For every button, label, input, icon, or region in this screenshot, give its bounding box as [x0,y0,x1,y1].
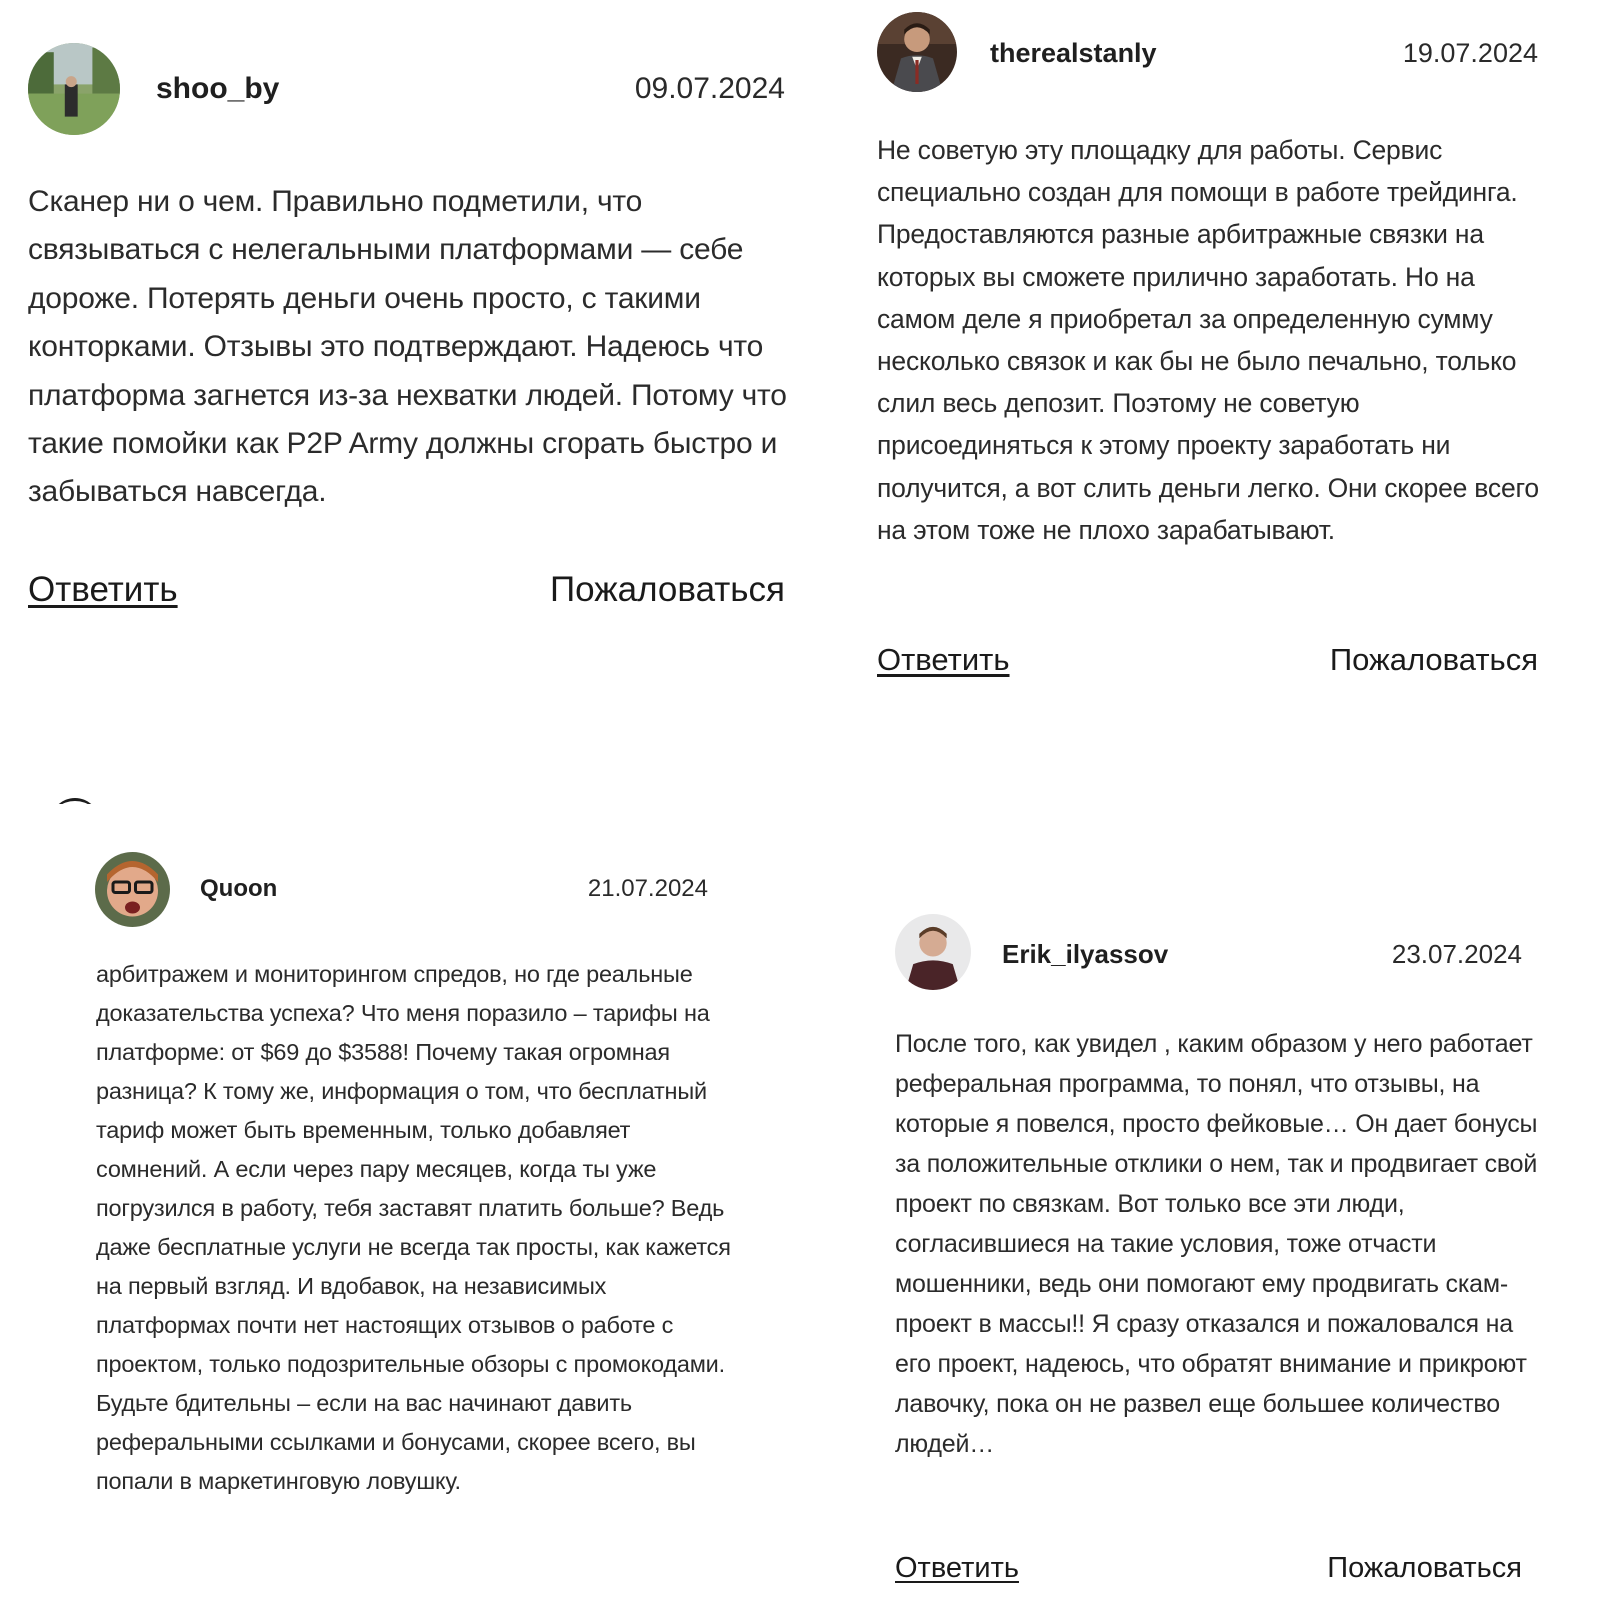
review-text: арбитражем и мониторингом спредов, но где реальные доказательства успеха? Что меня поразило – тарифы на платформе: от $69 до $3588! Почему такая огромная разница? К тому же, информация о том, что бесплатный тариф может быть временным, только добавляет сомнений. А если через пару месяцев, когда ты уже погрузился в работу, тебя заставят платить больше? Ведь даже бесплатные услуги не всегда так просты, как кажется на первый взгляд. И вдобавок, на независимых платформах почти нет настоящих отзывов о работе с проектом, только подозрительные обзоры с промокодами. Будьте бдительны – если на вас начинают давить реферальными ссылками и бонусами, скорее всего, вы попали в маркетинговую ловушку. [96,961,731,1494]
avatar-photo-man-icon[interactable] [895,914,971,990]
review-date: 21.07.2024 [587,875,708,902]
username[interactable]: Quoon [200,875,278,902]
review-date: 09.07.2024 [634,72,785,105]
username[interactable]: Erik_ilyassov [1002,939,1169,969]
review-text: После того, как увидел , каким образом у него работает реферальная программа, то понял, что отзывы, на которые я повелся, просто фейковые… Он дает бонусы за положительные отклики о нем, так и продвигает свой проект по связкам. Вот только все эти люди, согласившиеся на такие условия, тоже отчасти мошенники, ведь они помогают ему продвигать скам-проект в массы!! Я сразу отказался и пожаловался на его проект, надеюсь, что обратят внимание и прикроют лавочку, пока он не развел еще большее количество людей… [895,1030,1538,1458]
reply-link[interactable]: Ответить [28,570,178,609]
review-text: Сканер ни о чем. Правильно подметили, что связываться с нелегальными платформами — себе дороже. Потерять деньги очень просто, с такими конторками. Отзывы это подтверждают. Надеюсь что платформа загнется из-за нехватки людей. Потому что такие помойки как P2P Army должны сгорать быстро и забываться навсегда. [28,185,787,509]
username[interactable]: therealstanly [990,38,1157,68]
reply-link[interactable]: Ответить [895,1552,1019,1584]
review-date: 23.07.2024 [1391,939,1522,969]
username[interactable]: shoo_by [156,72,280,105]
review-date: 19.07.2024 [1402,38,1538,68]
review-text: Не советую эту площадку для работы. Сервис специально создан для помощи в работе трейдинга. Предоставляются разные арбитражные связки на которых вы сможете прилично заработать. Но на самом деле я приобретал за определенную сумму несколько связок и как бы не было печально, только слил весь депозит. Поэтому не советую присоединяться к этому проекту заработать ни получится, а вот слить деньги легко. Они скорее всего на этом тоже не плохо зарабатывают. [877,135,1539,545]
reply-link[interactable]: Ответить [877,642,1010,677]
report-link[interactable]: Пожаловаться [1329,642,1538,677]
report-link[interactable]: Пожаловаться [549,570,785,609]
report-link[interactable]: Пожаловаться [1327,1552,1522,1584]
